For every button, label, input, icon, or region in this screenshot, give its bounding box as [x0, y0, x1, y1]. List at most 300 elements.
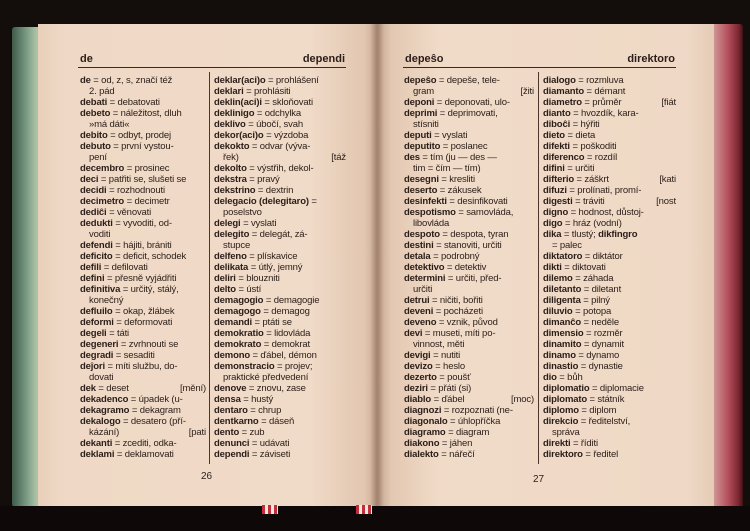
dictionary-entry [80, 438, 206, 449]
dictionary-entry [214, 306, 346, 317]
column-divider [209, 72, 210, 464]
definition-text: = poškoditi [572, 141, 617, 152]
entry-line [214, 196, 346, 207]
dictionary-entry [214, 174, 346, 185]
entry-line [543, 251, 676, 262]
carried-over-syllables: [nost [656, 196, 676, 207]
entry-line [543, 185, 676, 196]
headword: dekalogo [80, 416, 121, 427]
definition-text: = desatero (pří- [123, 416, 186, 427]
dictionary-entry [543, 438, 676, 449]
definition-text: = diagram [448, 427, 490, 438]
headword: diboĉi [543, 119, 571, 130]
definition-text: »má dáti« [89, 119, 130, 130]
headword: delegacio (delegitaro) [214, 196, 309, 207]
headword: despotismo [404, 207, 456, 218]
entry-continuation-line [80, 119, 206, 130]
definition-text: = bůh [559, 372, 583, 383]
definition-text: určiti [413, 284, 433, 295]
headword: demokratio [214, 328, 264, 339]
dictionary-entry [543, 361, 676, 372]
dictionary-entry [543, 251, 676, 262]
headword: dezerto [404, 372, 437, 383]
dictionary-entry [214, 141, 346, 163]
dictionary-entry [404, 75, 534, 97]
headword: delto [214, 284, 236, 295]
carried-over-syllables: [mění) [179, 383, 206, 394]
entry-line [543, 350, 676, 361]
entry-line [404, 372, 534, 383]
headword: delegito [214, 229, 250, 240]
entry-line [404, 350, 534, 361]
dictionary-entry [80, 218, 206, 240]
definition-text: = nutiti [433, 350, 461, 361]
dictionary-entry [80, 383, 206, 394]
dictionary-entry [543, 416, 676, 438]
dictionary-entry [543, 273, 676, 284]
bookmark-ribbon [356, 505, 372, 514]
entry-line [404, 185, 534, 196]
entry-line [214, 295, 346, 306]
dictionary-entry [404, 130, 534, 141]
entry-line [404, 427, 534, 438]
definition-text: = ústí [238, 284, 262, 295]
definition-text: = chrup [250, 405, 282, 416]
entry-line [543, 141, 676, 152]
column-divider [538, 72, 539, 464]
entry-line [214, 273, 346, 284]
definition-text: = úhlopříčka [450, 416, 501, 427]
entry-line [80, 284, 206, 295]
dictionary-entry [543, 141, 676, 152]
entry-line [543, 108, 676, 119]
entry-line [404, 251, 534, 262]
headword: demonstracio [214, 361, 275, 372]
dictionary-entry [404, 207, 534, 229]
dictionary-entry [404, 405, 534, 416]
definition-text: = lidovláda [266, 328, 311, 339]
definition-text: = zákusek [439, 185, 482, 196]
definition-text: = ďábel [433, 394, 465, 405]
dictionary-entry [80, 97, 206, 108]
entry-line [214, 108, 346, 119]
headword: dentaro [214, 405, 248, 416]
dictionary-entry [543, 262, 676, 273]
definition-text: konečný [89, 295, 124, 306]
dictionary-entry [80, 251, 206, 262]
entry-continuation-line [80, 427, 206, 438]
entry-line [214, 405, 346, 416]
definition-text: = rozdíl [586, 152, 618, 163]
carried-over-syllables: [moc) [510, 394, 534, 405]
headword: deklari [214, 86, 244, 97]
entry-line [80, 306, 206, 317]
dictionary-entry [404, 251, 534, 262]
definition-text: = věnovati [109, 207, 152, 218]
entry-line [80, 251, 206, 262]
definition-text: = rozměr [586, 328, 623, 339]
definition-text: = deprimovati, [439, 108, 498, 119]
headword: dianto [543, 108, 571, 119]
entry-line [214, 119, 346, 130]
entry-line [214, 229, 346, 240]
headword: diagnozi [404, 405, 442, 416]
headword: diplomatio [543, 383, 590, 394]
definition-text: = dynamo [578, 350, 620, 361]
headword: debito [80, 130, 108, 141]
headword: diluvio [543, 306, 573, 317]
dictionary-entry [543, 317, 676, 328]
dictionary-entry [214, 449, 346, 460]
entry-line [214, 438, 346, 449]
book-bottom-shadow [0, 506, 750, 531]
dictionary-entry [80, 185, 206, 196]
entry-line [404, 361, 534, 372]
dictionary-entry [214, 427, 346, 438]
bookmark-ribbon [262, 505, 278, 514]
dictionary-entry [404, 262, 534, 273]
definition-text: praktické předvedení [223, 372, 309, 383]
entry-line [543, 218, 676, 229]
headword: depeŝo [404, 75, 437, 86]
dictionary-entry [80, 240, 206, 251]
dictionary-entry [404, 185, 534, 196]
definition-text: = vyvoditi, od- [115, 218, 172, 229]
headword: dio [543, 372, 557, 383]
definition-text: správa [552, 427, 580, 438]
entry-continuation-line [404, 339, 534, 350]
headword: dialekto [404, 449, 439, 460]
headword: dekagramo [80, 405, 130, 416]
definition-text: = poušť [439, 372, 471, 383]
entry-line [214, 284, 346, 295]
entry-continuation-line [404, 284, 534, 295]
dictionary-entry [80, 317, 206, 328]
entry-line [543, 229, 676, 240]
dictionary-entry [543, 152, 676, 163]
dictionary-entry [80, 361, 206, 383]
headword: dediĉi [80, 207, 107, 218]
definition-text: = diplomacie [592, 383, 644, 394]
definition-text: řek) [223, 152, 239, 163]
definition-text: = prohlášení [268, 75, 319, 86]
book-gutter [370, 24, 384, 506]
entry-continuation-line [80, 372, 206, 383]
entry-continuation-line [80, 152, 206, 163]
entry-line [80, 394, 206, 405]
dictionary-entry [214, 86, 346, 97]
dictionary-entry [543, 218, 676, 229]
dictionary-entry [214, 185, 346, 196]
definition-text: = diplom [581, 405, 617, 416]
headword: difekti [543, 141, 570, 152]
definition-text: = projev; [277, 361, 313, 372]
definition-text: = dáseň [261, 416, 295, 427]
dictionary-entry [214, 361, 346, 383]
headword: diametro [543, 97, 582, 108]
dictionary-entry [214, 350, 346, 361]
headword: dekanti [80, 438, 113, 449]
dictionary-entry [80, 273, 206, 284]
entry-line [404, 405, 534, 416]
definition-text: = říditi [572, 438, 598, 449]
page-number: 27 [533, 474, 545, 485]
headword: deputi [404, 130, 432, 141]
definition-text: = zub [241, 427, 265, 438]
entry-line [214, 394, 346, 405]
headword: dieto [543, 130, 565, 141]
definition-text: = diletant [583, 284, 622, 295]
dictionary-entry [543, 306, 676, 317]
dictionary-entry [543, 449, 676, 460]
dictionary-entry [80, 405, 206, 416]
definition-text: = táti [109, 328, 130, 339]
headword: devizo [404, 361, 433, 372]
entry-line [543, 372, 676, 383]
definition-text: = výzdoba [266, 130, 309, 141]
entry-line [214, 339, 346, 350]
headword: devigi [404, 350, 431, 361]
header-rule [78, 67, 346, 68]
entry-line [80, 416, 206, 427]
definition-text: = míti službu, do- [107, 361, 178, 372]
definition-text: = hájiti, brániti [115, 240, 172, 251]
definition-text: = přesně vyjádřiti [106, 273, 177, 284]
entry-line [543, 119, 676, 130]
definition-text: = vyslati [243, 218, 277, 229]
entry-line [80, 328, 206, 339]
headword: decidi [80, 185, 107, 196]
headword: digno [543, 207, 569, 218]
headword: dedukti [80, 218, 113, 229]
definition-text: = tráviti [575, 196, 605, 207]
definition-text: = dynamit [583, 339, 624, 350]
definition-text: = poslanec [442, 141, 488, 152]
dictionary-entry [404, 229, 534, 240]
dictionary-entry [404, 240, 534, 251]
headword: devi [404, 328, 423, 339]
entry-line [80, 317, 206, 328]
definition-text: = útlý, jemný [250, 262, 303, 273]
entry-line [214, 141, 346, 152]
carried-over-syllables: [žiti [520, 86, 534, 97]
dictionary-entry [404, 108, 534, 130]
definition-text: = prosinec [126, 163, 170, 174]
dictionary-entry [80, 174, 206, 185]
entry-continuation-line [543, 427, 676, 438]
dictionary-entry [404, 361, 534, 372]
entry-line [404, 306, 534, 317]
definition-text: pení [89, 152, 107, 163]
definition-text: = hráz (vodní) [564, 218, 622, 229]
dictionary-entry [404, 383, 534, 394]
dictionary-column [543, 75, 676, 460]
definition-text: = dieta [567, 130, 596, 141]
headword: deklami [80, 449, 115, 460]
dictionary-entry [543, 86, 676, 97]
entry-line [214, 130, 346, 141]
definition-text: = decimetr [126, 196, 170, 207]
dictionary-entry [543, 339, 676, 350]
dictionary-entry [543, 350, 676, 361]
entry-line [214, 163, 346, 174]
running-head-last-word: dependi [302, 53, 345, 65]
entry-line [404, 328, 534, 339]
headword: debati [80, 97, 108, 108]
dictionary-entry [214, 108, 346, 119]
headword: desegni [404, 174, 439, 185]
dictionary-column [404, 75, 534, 460]
entry-line [80, 438, 206, 449]
headword: demagogo [214, 306, 261, 317]
entry-line [404, 449, 534, 460]
dictionary-entry [404, 394, 534, 405]
definition-text: = ředitelství, [580, 416, 631, 427]
entry-line [543, 262, 676, 273]
headword: diagonalo [404, 416, 448, 427]
entry-line [214, 97, 346, 108]
headword: de [80, 75, 91, 86]
entry-line [214, 449, 346, 460]
entry-line [80, 383, 206, 394]
headword: detektivo [404, 262, 445, 273]
headword: dekolto [214, 163, 247, 174]
headword: deliri [214, 273, 236, 284]
entry-line [543, 339, 676, 350]
dictionary-entry [404, 141, 534, 152]
dictionary-entry [543, 207, 676, 218]
headword: dilemo [543, 273, 573, 284]
headword: delikata [214, 262, 249, 273]
entry-line [214, 75, 346, 86]
definition-text: = zvrhnouti se [120, 339, 179, 350]
dictionary-entry [404, 317, 534, 328]
definition-text: = určitý, stálý, [122, 284, 179, 295]
entry-line [80, 240, 206, 251]
entry-continuation-line [214, 152, 346, 163]
entry-line [404, 152, 534, 163]
headword: deformi [80, 317, 114, 328]
dictionary-entry [80, 306, 206, 317]
headword: degeli [80, 328, 107, 339]
dictionary-entry [543, 130, 676, 141]
definition-text: = museti, míti po- [424, 328, 496, 339]
dictionary-entry [543, 229, 676, 251]
entry-line [214, 185, 346, 196]
dictionary-entry [214, 97, 346, 108]
carried-over-syllables: [pati [188, 427, 206, 438]
carried-over-syllables: [kati [659, 174, 676, 185]
headword: deklivo [214, 119, 246, 130]
definition-text: = diktovati [564, 262, 606, 273]
headword: diktatoro [543, 251, 583, 262]
dictionary-entry [80, 350, 206, 361]
entry-continuation-line [404, 218, 534, 229]
definition-text: = dynastie [580, 361, 623, 372]
entry-line [80, 350, 206, 361]
definition-text: = pocházeti [435, 306, 483, 317]
dictionary-entry [404, 196, 534, 207]
entry-line [404, 196, 534, 207]
definition-text: = neděle [583, 317, 620, 328]
dictionary-entry [404, 273, 534, 295]
definition-text: = podrobný [433, 251, 480, 262]
entry-line [404, 416, 534, 427]
headword: difuzi [543, 185, 567, 196]
definition-text: = deformovati [116, 317, 173, 328]
entry-continuation-line [404, 86, 534, 97]
dictionary-entry [80, 262, 206, 273]
entry-line [543, 196, 676, 207]
headword: dimanĉo [543, 317, 582, 328]
headword: dekadenco [80, 394, 129, 405]
entry-line [404, 262, 534, 273]
definition-text: = depeše, tele- [438, 75, 500, 86]
entry-line [543, 207, 676, 218]
entry-line [214, 218, 346, 229]
definition-text: = přáti (si) [430, 383, 472, 394]
definition-text: libovláda [413, 218, 450, 229]
entry-line [80, 361, 206, 372]
definition-text: = delegát, zá- [251, 229, 308, 240]
dictionary-entry [80, 394, 206, 405]
definition-text: stísniti [413, 119, 439, 130]
headword: deĵori [80, 361, 105, 372]
headword: difterio [543, 174, 574, 185]
headword: dika [543, 229, 562, 240]
dictionary-entry [214, 317, 346, 328]
headword: deziri [404, 383, 428, 394]
definition-text: = jáhen [441, 438, 473, 449]
dictionary-entry [80, 141, 206, 163]
headword: diferenco [543, 152, 585, 163]
headword: dikfingro [598, 229, 638, 240]
headword: despoto [404, 229, 440, 240]
dictionary-entry [80, 339, 206, 350]
headword: delfeno [214, 251, 247, 262]
dictionary-entry [214, 75, 346, 86]
headword: detala [404, 251, 431, 262]
definition-text: = průměr [584, 97, 622, 108]
definition-text: vinnost, měti [413, 339, 465, 350]
definition-text: = okap, žlábek [115, 306, 175, 317]
definition-text: = deklamovati [116, 449, 174, 460]
dictionary-entry [214, 229, 346, 251]
definition-text: = dekagram [131, 405, 181, 416]
dictionary-entry [80, 207, 206, 218]
definition-text: = záškrt [576, 174, 609, 185]
entry-line [214, 328, 346, 339]
dictionary-entry [80, 328, 206, 339]
definition-text: = patřiti se, slušeti se [100, 174, 187, 185]
definition-text: poselstvo [223, 207, 262, 218]
dictionary-entry [404, 328, 534, 350]
definition-text: = první vystou- [113, 141, 174, 152]
definition-text: = hýřiti [572, 119, 600, 130]
entry-continuation-line [404, 119, 534, 130]
definition-text: = hustý [243, 394, 274, 405]
entry-line [404, 207, 534, 218]
headword: deveno [404, 317, 437, 328]
headword: diablo [404, 394, 432, 405]
definition-text: = pilný [583, 295, 610, 306]
definition-text: = stanoviti, určiti [436, 240, 502, 251]
headword: destini [404, 240, 434, 251]
headword: direkti [543, 438, 571, 449]
definition-text: = prohlásiti [246, 86, 291, 97]
dictionary-entry [404, 416, 534, 427]
definition-text: = od, z, s, značí též [93, 75, 173, 86]
